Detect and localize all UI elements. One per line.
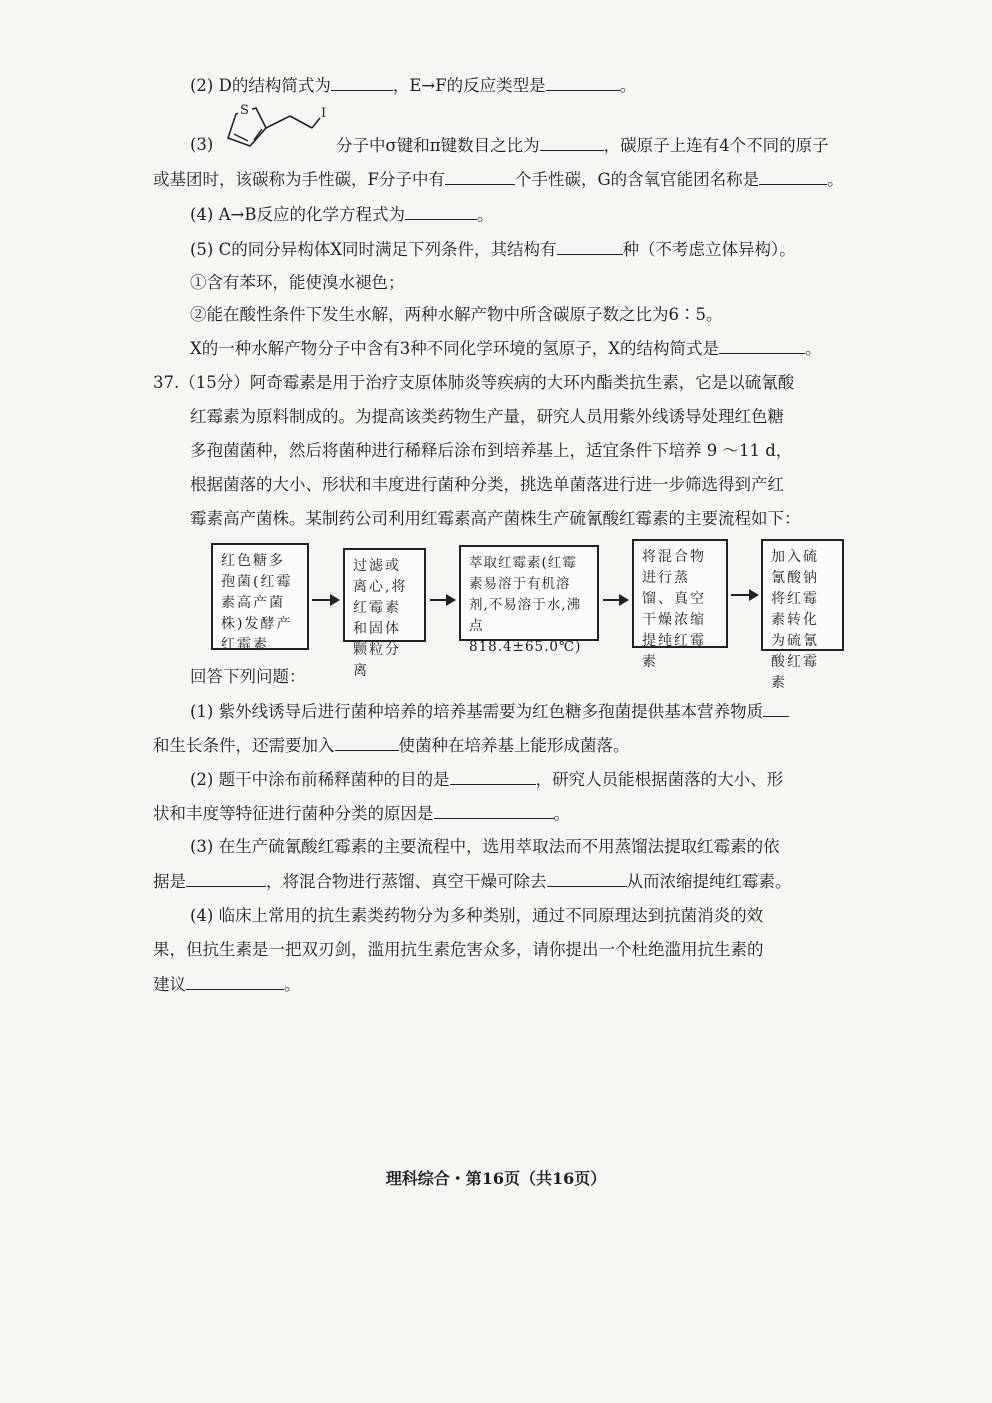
q37-part3-cont: 据是 ，将混合物进行蒸馏、真空干燥可除去 从而浓缩提纯红霉素。	[153, 872, 792, 891]
q37-part4: (4) 临床上常用的抗生素类药物分为多种类别，通过不同原理达到抗菌消炎的效	[190, 906, 764, 925]
answer-intro: 回答下列问题：	[190, 667, 306, 686]
answer-blank	[331, 74, 393, 91]
flow-arrow	[603, 599, 627, 601]
answer-blank	[405, 203, 477, 220]
q37-part2-cont: 状和丰度等特征进行菌种分类的原因是 。	[153, 804, 570, 823]
flow-step-conversion: 加入硫氰酸钠将红霉素转化为硫氰酸红霉素	[761, 539, 844, 651]
answer-blank	[719, 337, 805, 354]
q37-intro-line: 根据菌落的大小、形状和丰度进行菌种分类，挑选单菌落进行进一步筛选得到产红	[190, 475, 784, 494]
answer-blank	[186, 870, 266, 887]
answer-blank	[546, 74, 620, 91]
flow-step-filtration: 过滤或离心,将红霉素和固体颗粒分离	[343, 548, 426, 642]
chem-x-structure: X的一种水解产物分子中含有3种不同化学环境的氢原子，X的结构简式是 。	[190, 339, 822, 358]
answer-blank	[540, 134, 604, 151]
flow-arrow	[312, 599, 338, 601]
chem-q3: 分子中σ键和π键数目之比为 ，碳原子上连有4个不同的原子	[336, 136, 829, 155]
chem-condition-1: ①含有苯环，能使溴水褪色；	[190, 273, 405, 292]
q37-part4-end: 建议 。	[153, 975, 301, 994]
answer-blank	[557, 238, 623, 255]
q37-intro-line: 多孢菌菌种，然后将菌种进行稀释后涂布到培养基上，适宜条件下培养 9 ～11 d，	[190, 441, 793, 460]
flow-arrow	[430, 599, 454, 601]
chem-q3-label: (3)	[190, 135, 214, 154]
sulfur-label: S	[240, 103, 249, 118]
chem-q2: (2) D的结构简式为 ，E→F的反应类型是 。	[190, 76, 637, 95]
q37-part1: (1) 紫外线诱导后进行菌种培养的培养基需要为红色糖多孢菌提供基本营养物质	[190, 700, 789, 723]
flow-arrow	[731, 594, 757, 596]
chem-q4: (4) A→B反应的化学方程式为 。	[190, 205, 494, 224]
flow-step-extraction: 萃取红霉素(红霉素易溶于有机溶剂,不易溶于水,沸点818.4±65.0℃)	[459, 545, 599, 641]
chem-q3-cont: 或基团时，该碳称为手性碳，F分子中有 个手性碳，G的含氧官能团名称是 。	[153, 170, 844, 189]
answer-blank	[335, 734, 399, 751]
answer-blank	[759, 168, 827, 185]
answer-blank	[763, 700, 789, 717]
answer-blank	[434, 802, 554, 819]
q37-part2: (2) 题干中涂布前稀释菌种的目的是 ，研究人员能根据菌落的大小、形	[190, 770, 784, 789]
chem-condition-2: ②能在酸性条件下发生水解，两种水解产物中所含碳原子数之比为6∶5。	[190, 305, 723, 324]
q37-part4-cont: 果，但抗生素是一把双刃剑，滥用抗生素危害众多，请你提出一个杜绝滥用抗生素的	[153, 940, 764, 959]
thiophene-iodoethyl-structure	[220, 102, 330, 152]
flow-step-fermentation: 红色糖多孢菌(红霉素高产菌株)发酵产红霉素	[211, 543, 309, 650]
page-footer: 理科综合・第16页（共16页）	[385, 1169, 607, 1188]
answer-blank	[450, 768, 536, 785]
iodine-label: I	[321, 106, 327, 121]
q37-part3: (3) 在生产硫氰酸红霉素的主要流程中，选用萃取法而不用蒸馏法提取红霉素的依	[190, 837, 780, 856]
chem-q5: (5) C的同分异构体X同时满足下列条件，其结构有 种（不考虑立体异构）。	[190, 240, 796, 259]
answer-blank	[547, 870, 627, 887]
q37-intro-line: 红霉素为原料制成的。为提高该类药物生产量，研究人员用紫外线诱导处理红色糖	[190, 407, 784, 426]
q37-intro-line: 霉素高产菌株。某制药公司利用红霉素高产菌株生产硫氰酸红霉素的主要流程如下：	[190, 509, 801, 528]
flow-step-distillation: 将混合物进行蒸馏、真空干燥浓缩提纯红霉素	[632, 539, 728, 648]
q37-intro-line: 37.（15分）阿奇霉素是用于治疗支原体肺炎等疾病的大环内酯类抗生素，它是以硫氰酸	[153, 373, 795, 392]
q37-part1-cont: 和生长条件，还需要加入 使菌种在培养基上能形成菌落。	[153, 736, 630, 755]
answer-blank	[186, 973, 284, 990]
answer-blank	[445, 168, 515, 185]
